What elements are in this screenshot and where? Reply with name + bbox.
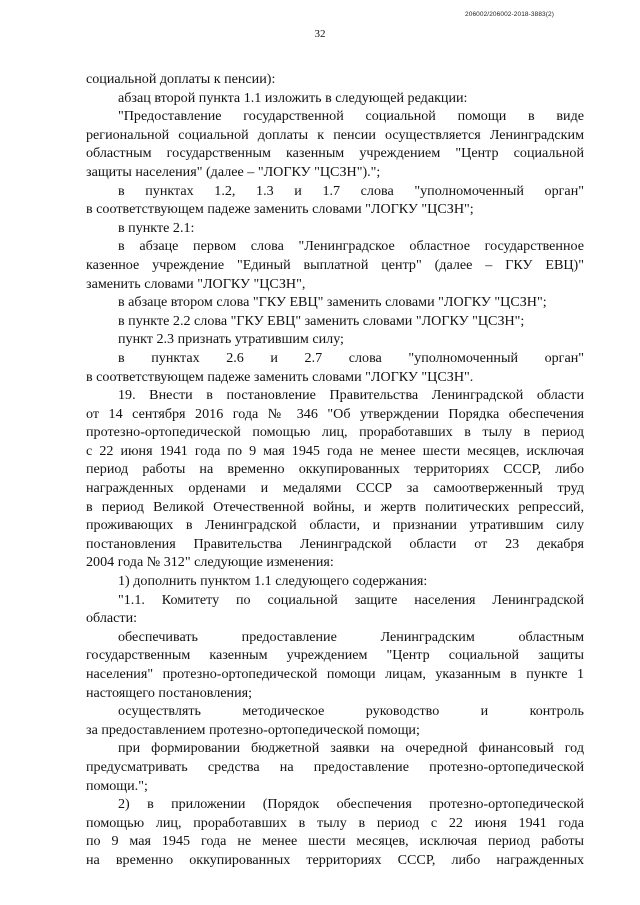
text-line [86,572,584,591]
text-line-content: в пунктах 2.6 и 2.7 слова "уполномоченный орган" [118,349,584,366]
document-id: 206002/206002-2018-3883(2) [465,11,554,18]
text-line [86,144,584,163]
text-line-content: социальной доплаты к пенсии): [86,71,276,87]
text-line-content: награжденных орденами и медалями СССР за самоотверженный труд [86,480,584,497]
text-line-content: предусматривать средства на предоставление протезно-ортопедической [86,758,584,775]
text-line-content: проживающих в Ленинградской области, и признании утратившим силу [86,517,584,534]
text-line-content: с 22 июня 1941 года по 9 мая 1945 года не менее шести месяцев, исключая [86,442,584,459]
text-line [86,851,584,870]
text-line [86,163,584,182]
text-line [86,368,584,387]
text-line [86,739,584,758]
text-line [86,591,584,610]
text-line [86,70,584,89]
text-line-content: абзац второй пункта 1.1 изложить в следующей редакции: [118,89,468,106]
text-line-content: помощи."; [86,777,148,794]
text-line-content: казенное учреждение "Единый выплатной центр" (далее – ГКУ ЕВЦ)" [86,256,584,273]
text-line [86,275,584,294]
text-line [86,516,584,535]
text-line [86,423,584,442]
text-line [86,758,584,777]
text-line [86,442,584,461]
text-line-content: областным государственным казенным учреждением "Центр социальной [86,145,584,162]
text-line-content: настоящего постановления; [86,684,253,701]
text-line-content: региональной социальной доплаты к пенсии осуществляется Ленинградским [86,126,584,143]
page-number: 32 [314,28,326,40]
text-line-content: от 14 сентября 2016 года № 346 "Об утверждении Порядка обеспечения [86,405,584,422]
text-line-content: помощью лиц, проработавших в тылу в период с 22 июня 1941 года [86,814,584,831]
text-line-content: населения" протезно-ортопедической помощи лицам, указанным в пункте 1 [86,666,584,682]
text-line [86,721,584,740]
text-line-content: осуществлять методическое руководство и контроль [118,703,584,720]
text-line-content: постановления Правительства Ленинградской области от 23 декабря [86,535,584,552]
text-line [86,498,584,517]
text-line [86,312,584,331]
text-line [86,256,584,275]
text-line [86,107,584,126]
text-line [86,386,584,405]
text-line [86,609,584,628]
text-line-content: период работы на временно оккупированных территориях СССР, либо [86,461,584,478]
text-line [86,665,584,684]
text-line [86,200,584,219]
text-line-content: государственным казенным учреждением "Центр социальной защиты [86,647,584,664]
text-line [86,460,584,479]
text-line [86,646,584,665]
text-line-content: 19. Внести в постановление Правительства Ленинградской области [118,387,584,404]
text-line [86,219,584,238]
body-text [86,70,584,870]
text-line [86,684,584,703]
text-line [86,330,584,349]
text-line-content: в пункте 2.2 слова "ГКУ ЕВЦ" заменить словами "ЛОГКУ "ЦСЗН"; [118,312,525,329]
text-line-content: заменить словами "ЛОГКУ "ЦСЗН", [86,275,306,292]
text-line-content: области: [86,610,138,627]
text-line [86,349,584,368]
text-line-content: 2004 года № 312" следующие изменения: [86,554,334,571]
text-line-content: пункт 2.3 признать утратившим силу; [118,331,344,348]
text-line [86,535,584,554]
text-line [86,126,584,145]
text-line-content: 1) дополнить пунктом 1.1 следующего содержания: [118,573,428,590]
text-line [86,832,584,851]
text-line-content: в пунктах 1.2, 1.3 и 1.7 слова "уполномоченный орган" [118,182,584,199]
text-line-content: обеспечивать предоставление Ленинградским областным [118,628,584,645]
text-line-content: 2) в приложении (Порядок обеспечения протезно-ортопедической [118,796,584,813]
text-line-content: в абзаце втором слова "ГКУ ЕВЦ" заменить словами "ЛОГКУ "ЦСЗН"; [118,294,547,311]
text-line-content: защиты населения" (далее – "ЛОГКУ "ЦСЗН")."; [86,163,381,180]
text-line [86,702,584,721]
text-line [86,237,584,256]
text-line [86,814,584,833]
text-line [86,628,584,647]
text-line [86,182,584,201]
text-line-content: "Предоставление государственной социальной помощи в виде [118,108,584,125]
text-line-content: "1.1. Комитету по социальной защите населения Ленинградской [118,591,584,608]
text-line [86,293,584,312]
text-line-content: при формировании бюджетной заявки на очередной финансовый год [118,740,584,757]
text-line-content: по 9 мая 1945 года не менее шести месяцев, исключая период работы [86,833,584,850]
text-line-content: протезно-ортопедической помощью лиц, проработавших в тылу в период [86,424,584,441]
text-line-content: в соответствующем падеже заменить словами "ЛОГКУ "ЦСЗН"; [86,201,474,218]
text-line [86,479,584,498]
text-line-content: в пункте 2.1: [118,219,195,236]
text-line [86,795,584,814]
text-line [86,553,584,572]
text-line-content: в соответствующем падеже заменить словами "ЛОГКУ "ЦСЗН". [86,368,474,385]
text-line-content: за предоставлением протезно-ортопедической помощи; [86,721,420,738]
text-line [86,89,584,108]
text-line-content: в период Великой Отечественной войны, и жертв политических репрессий, [86,498,584,515]
text-line [86,777,584,796]
text-line-content: на временно оккупированных территориях СССР, либо награжденных [86,851,584,868]
text-line [86,405,584,424]
text-line-content: в абзаце первом слова "Ленинградское областное государственное [118,238,584,255]
